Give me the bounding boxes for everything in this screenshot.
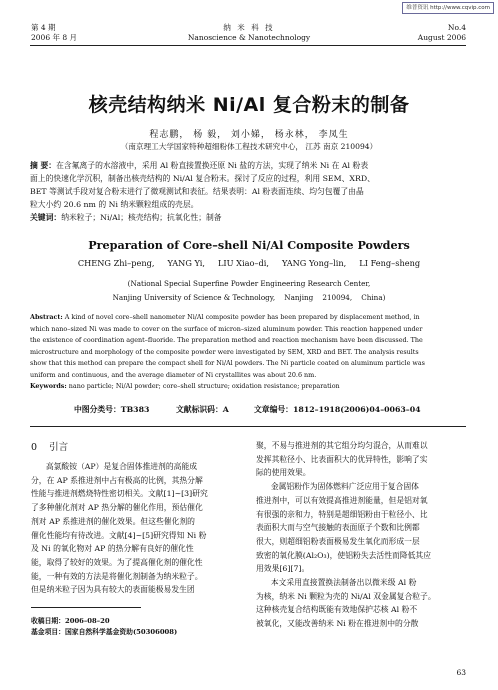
left-column-line: 但是纳米粒子因为具有较大的表面能极易发生团 (31, 585, 195, 595)
header-rule (30, 45, 466, 46)
abstract-zh-line: 粒大小约 20.6 nm 的 Ni 纳米颗粒组成的壳层。 (30, 200, 199, 209)
header-journal-en: Nanoscience & Nanotechnology (187, 33, 311, 42)
right-column-line: 发挥其粒径小、比表面积大的优异特性，影响了实 (256, 454, 428, 464)
left-column-line: 分，在 AP 系推进剂中占有极高的比例，其热分解 (31, 475, 203, 485)
abstract-en-line: microstructure and morphology of the composite powder were investigated by SEM, XRD and BET. The analysis results (30, 347, 419, 356)
footnote-fund: 基金项目：国家自然科学基金资助(50306008) (31, 628, 178, 636)
header-issue: 第 4 期 (31, 23, 56, 32)
affiliation-zh: （南京理工大学国家特种超细粉体工程技术研究中心， 江苏 南京 210094） (120, 142, 378, 151)
abstract-zh-label: 摘 要： (30, 161, 57, 170)
keywords-en-label: Keywords: (30, 382, 67, 390)
abstract-en-line: show that this method can prepare the compact shell for Ni/Al powders. The Ni particle coated on aluminum particle was (30, 359, 425, 367)
right-column (256, 439, 468, 631)
right-column-line: 本文采用直接置换法制备出以微米级 Al 粉 (270, 578, 417, 588)
authors-en: CHENG Zhi–peng, YANG Yi, LIU Xiao–di, YANG Yong–lin, LI Feng–sheng (77, 258, 421, 268)
abstract-zh-line: BET 等测试手段对复合粉末进行了微观测试和表征。结果表明：Al 粉表面连续、均匀包覆了由晶 (30, 187, 364, 196)
abstract-en-line: uniform and continuous, and the average diameter of Ni crystallites was about 20.6 nm. (30, 370, 317, 379)
keywords-zh-text: 纳米粒子；Ni/Al；核壳结构；抗氧化性；制备 (61, 213, 222, 222)
affiliation-en-2: Nanjing University of Science & Technology, Nanjing 210094, China) (112, 293, 386, 302)
right-column-line: 聚，不易与推进剂的其它组分均匀混合，从而难以 (256, 441, 428, 450)
left-column-line: 能，一种有效的方法是将催化剂制备为纳米粒子。 (31, 571, 203, 581)
section-rule (30, 426, 466, 427)
footnote (31, 616, 177, 638)
right-column-line: 这种核壳复合结构既能有效地保护芯核 Al 粉不 (256, 605, 418, 615)
abstract-zh-line: 面上的快速化学沉积，制备出核壳结构的 Ni/Al 复合粉末。探讨了反应的过程，利用 SEM、XRD、 (30, 174, 375, 183)
left-column-line: 了多种催化剂对 AP 热分解的催化作用，预估催化 (31, 503, 203, 513)
paper-title-en: Preparation of Core–shell Ni/Al Composite Powders (88, 238, 410, 252)
abstract-zh-line: 在含氟离子的水溶液中，采用 Al 粉直接置换还原 Ni 盐的方法，实现了纳米 Ni 在 Al 粉表 (56, 161, 369, 170)
keywords-zh-label: 关键词： (30, 213, 62, 222)
paper-title-zh: 核壳结构纳米 Ni/Al 复合粉末的制备 (88, 94, 410, 116)
footnote-received: 收稿日期：2006–08–20 (31, 617, 110, 625)
abstract-en-line: the existence of coordination agent–fluoride. The preparation method and reaction mechanism have been discussed. The (30, 336, 423, 344)
header-date: 2006 年 8 月 (31, 33, 78, 42)
right-column-line: 被氧化，又能改善纳米 Ni 粉在推进剂中的分散 (256, 619, 419, 629)
section-heading: 0 引言 (31, 442, 69, 453)
left-column-line: 能，取得了较好的效果。为了提高催化剂的催化性 (31, 557, 203, 567)
left-column (31, 460, 239, 597)
right-column-line: 致密的氧化膜(Al₂O₃)，使铝粉失去活性而降低其应 (256, 550, 431, 560)
right-column-line: 很大，则超细铝粉表面极易发生氧化而形成一层 (256, 536, 420, 546)
footnote-rule (31, 607, 141, 608)
abstract-en-line: which nano–sized Ni was made to cover on the surface of micron–sized aluminum powder. This reaction happened under (30, 324, 423, 333)
abstract-en-line: A kind of novel core–shell nanometer Ni/Al composite powder has been prepared by displacement method, in (62, 313, 420, 321)
clc-number: 中图分类号：TB383 (74, 405, 150, 414)
left-column-line: 剂对 AP 系推进剂的催化效果。但这些催化剂的 (31, 516, 195, 526)
abstract-en-label: Abstract: (30, 313, 63, 321)
authors-zh: 程志鹏， 杨 毅， 刘小娣， 杨永林， 李凤生 (149, 130, 349, 140)
right-column-line: 际的使用效果。 (256, 468, 311, 478)
article-number: 文章编号：1812–1918(2006)04–0063–04 (254, 405, 421, 414)
left-column-line: 催化性能均有待改进。文献[4]~[5]研究得知 Ni 粉 (31, 530, 207, 540)
page-number: 63 (456, 668, 466, 677)
left-column-line: 性能与推进剂燃烧特性密切相关。文献[1]~[3]研究 (31, 489, 208, 499)
right-column-line: 用效果[6][7]。 (256, 564, 310, 574)
keywords-en-text: nano particle; Ni/Al powder; core–shell structure; oxidation resistance; preparation (66, 382, 340, 390)
abstract-en (30, 312, 466, 393)
affiliation-en-1: (National Special Superfine Powder Engineering Research Center, (127, 279, 371, 288)
header-issue-no: No.4 (447, 23, 466, 32)
header-journal-zh: 纳 米 科 技 (223, 23, 275, 32)
document-code: 文献标识码：A (176, 405, 229, 414)
header-month-year: August 2006 (417, 33, 466, 42)
right-column-line: 有很强的亲和力，特别是超细铝粉由于粒径小、比 (256, 509, 428, 519)
right-column-line: 表面积大而与空气接触的表面原子个数和比例都 (256, 523, 420, 533)
watermark-badge: 维普资讯 http://www.cqvip.com (402, 2, 494, 14)
right-column-line: 金属铝粉作为固体燃料广泛应用于复合固体 (270, 482, 419, 492)
right-column-line: 为核，纳米 Ni 颗粒为壳的 Ni/Al 双金属复合粒子。 (256, 591, 436, 601)
abstract-zh (30, 159, 466, 224)
right-column-line: 推进剂中，可以有效提高推进剂能量，但是铝对氧 (256, 495, 428, 505)
left-column-line: 高氯酸铵（AP）是复合固体推进剂的高能成 (45, 462, 198, 471)
left-column-line: 及 Ni 的氧化物对 AP 的热分解有良好的催化性 (31, 544, 194, 554)
